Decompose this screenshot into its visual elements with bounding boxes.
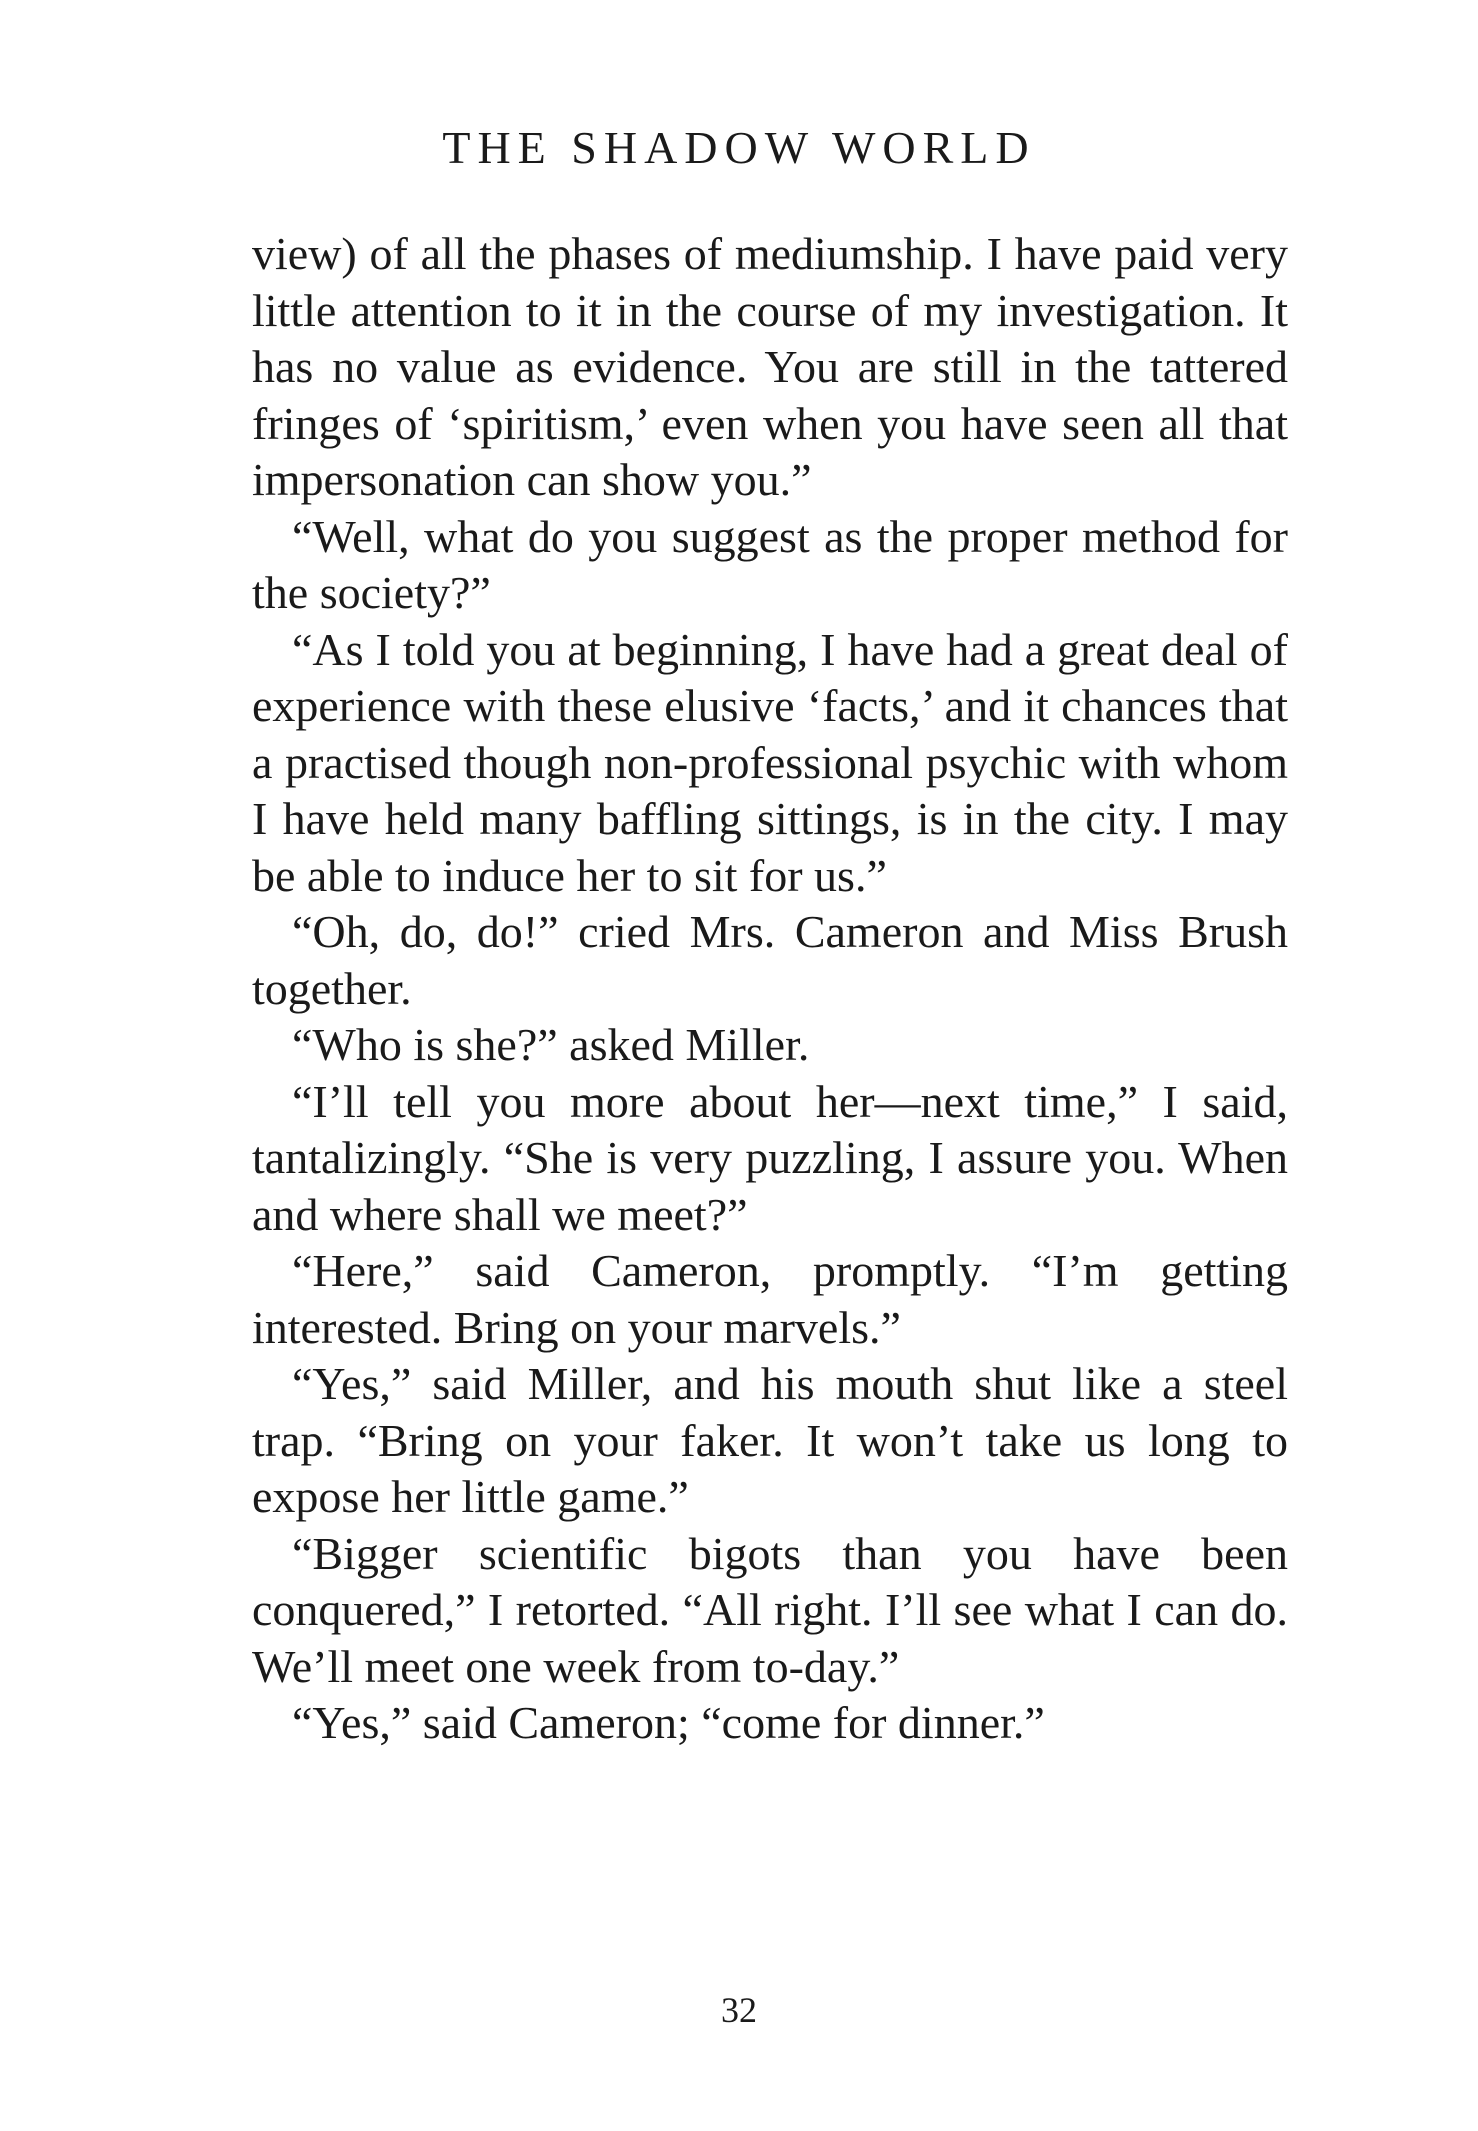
paragraph: “Bigger scientific bigots than you have been conquered,” I retorted. “All right. I’ll see what I can do. We’ll meet one week from to-day.”: [252, 1527, 1288, 1692]
paragraph: “Oh, do, do!” cried Mrs. Cameron and Miss Brush together.: [252, 906, 1288, 1014]
paragraph: “I’ll tell you more about her—next time,” I said, tantalizingly. “She is very puzzling, I assure you. When and where shall we meet?”: [252, 1075, 1288, 1240]
paragraph: “Here,” said Cameron, promptly. “I’m getting interested. Bring on your marvels.”: [252, 1245, 1288, 1353]
running-head: THE SHADOW WORLD: [442, 122, 1036, 173]
paragraph: “Yes,” said Miller, and his mouth shut like a steel trap. “Bring on your faker. It won’t take us long to expose her little game.”: [252, 1358, 1288, 1522]
paragraph: “Yes,” said Cameron; “come for dinner.”: [292, 1697, 1045, 1748]
paragraph: “Who is she?” asked Miller.: [292, 1019, 810, 1070]
paragraph: “Well, what do you suggest as the proper method for the society?”: [252, 510, 1288, 618]
paragraph: “As I told you at beginning, I have had a great deal of experience with these elusive ‘facts,’ and it chances that a practised though non-professional psychic with whom I have held many baffling sittings, is in the city. I may be able to induce her to sit for us.”: [252, 623, 1288, 901]
paragraph-continued: view) of all the phases of mediumship. I have paid very little attention to it in the course of my investigation. It has no value as evidence. You are still in the tattered fringes of ‘spiritism,’ even when you have seen all that impersonation can show you.”: [252, 228, 1288, 505]
page-number: 32: [721, 1990, 757, 2030]
body-text: [252, 226, 1288, 1752]
